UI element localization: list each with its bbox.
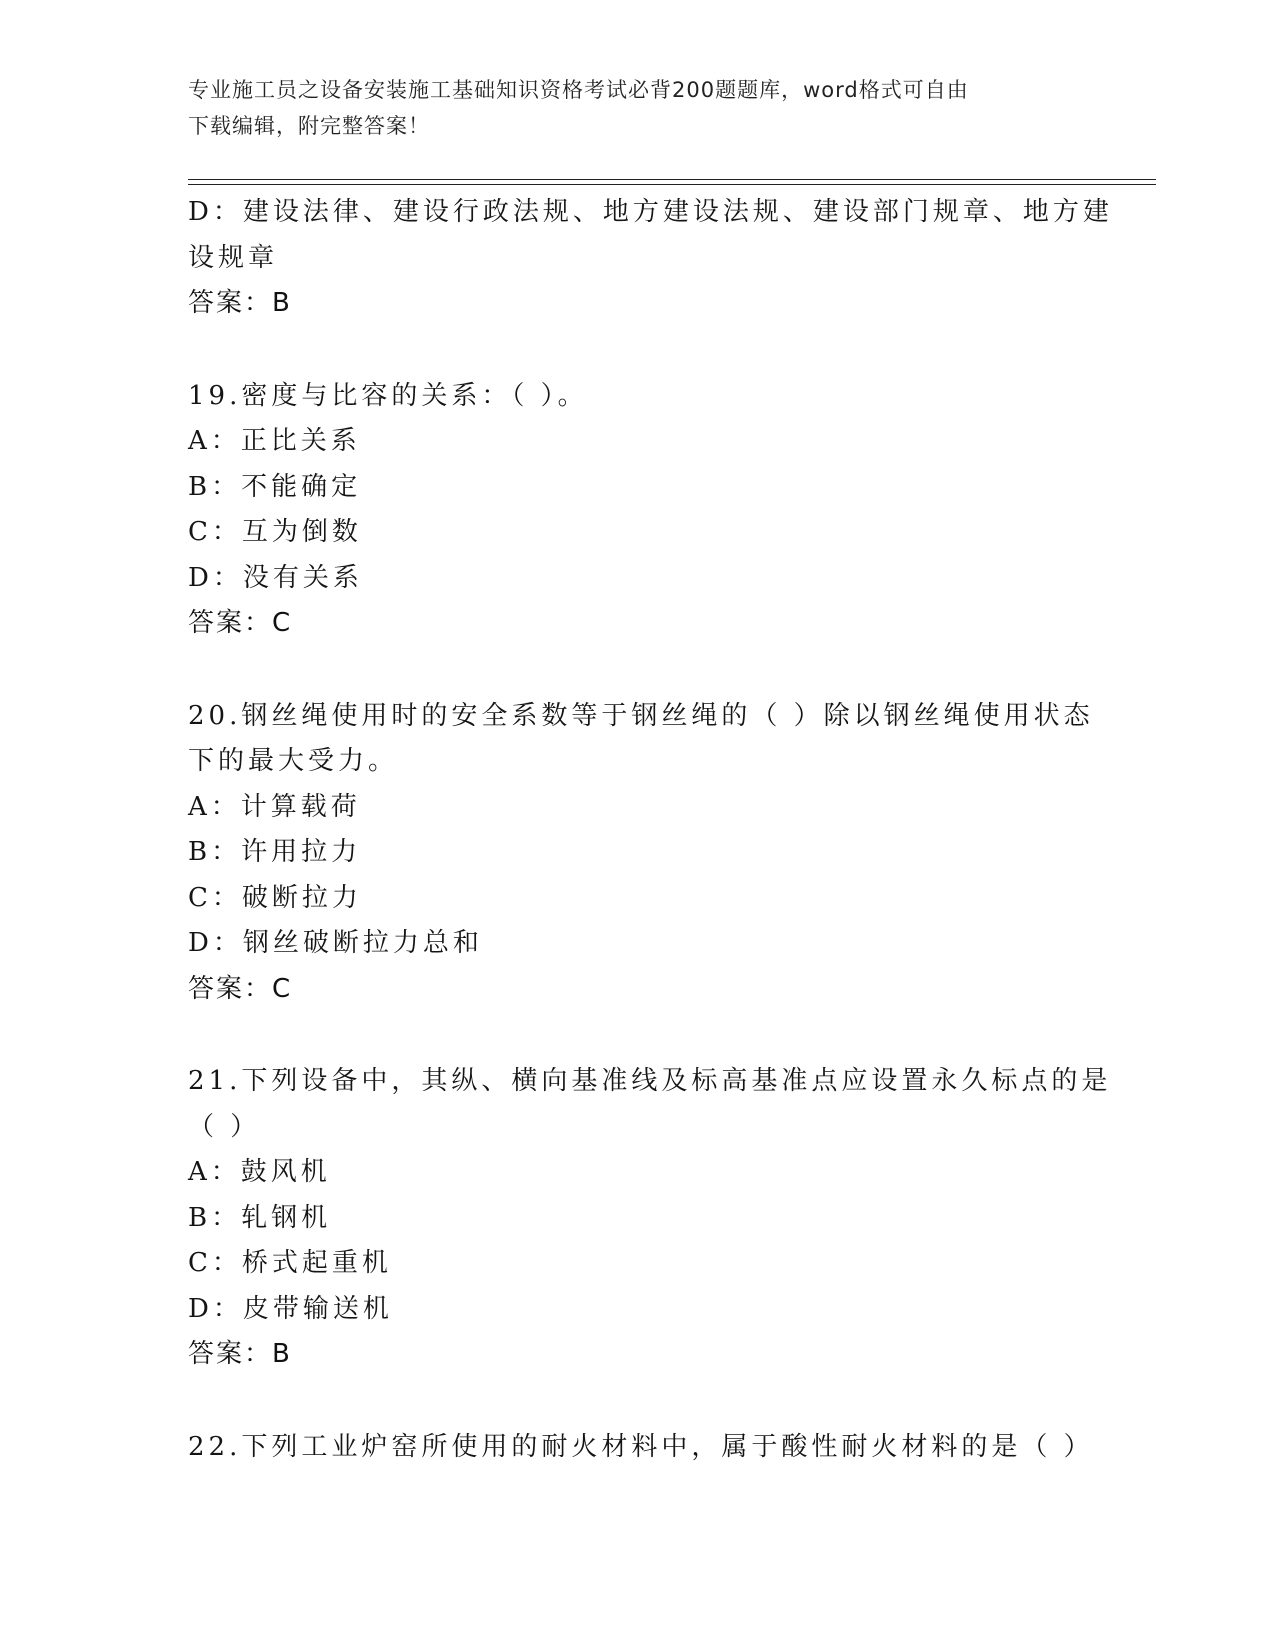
option-b: B：不能确定: [188, 471, 362, 502]
question-21: [188, 1059, 1112, 1378]
answer-line: 答案：B: [188, 288, 292, 318]
answer-line: 答案：C: [188, 973, 293, 1004]
option-d: D：钢丝破断拉力总和: [188, 928, 483, 958]
option-a: A：正比关系: [188, 426, 361, 456]
option-c: C：破断拉力: [188, 882, 362, 913]
option-d: D：皮带输送机: [188, 1293, 393, 1324]
option-a: A：鼓风机: [188, 1157, 331, 1187]
answer-line: 答案：B: [188, 1339, 292, 1369]
header-divider-top: [188, 179, 1156, 180]
option-b: B：轧钢机: [188, 1202, 332, 1233]
option-c: C：互为倒数: [188, 517, 362, 547]
question-20: [188, 694, 1094, 1013]
answer-line: 答案：C: [188, 608, 293, 638]
question-stem-line-1: 20.钢丝绳使用时的安全系数等于钢丝绳的（ ）除以钢丝绳使用状态: [188, 700, 1094, 731]
option-d: D：没有关系: [188, 562, 363, 593]
option-b: B：许用拉力: [188, 837, 362, 867]
document-header: [188, 72, 1068, 144]
question-stem: 22.下列工业炉窑所使用的耐火材料中，属于酸性耐火材料的是（ ）: [188, 1431, 1094, 1462]
header-line-1: 专业施工员之设备安装施工基础知识资格考试必背200题题库，word格式可自由: [188, 78, 969, 102]
question-18-fragment: [188, 190, 1113, 327]
question-22: [188, 1425, 1094, 1471]
option-a: A：计算载荷: [188, 791, 361, 822]
header-divider-bottom: [188, 184, 1156, 185]
question-stem-line-2: 下的最大受力。: [188, 746, 399, 776]
question-content: [188, 190, 1113, 1470]
question-stem: 19.密度与比容的关系：（ ）。: [188, 380, 588, 411]
header-line-2: 下载编辑，附完整答案！: [188, 114, 430, 138]
option-d-line-2: 设规章: [188, 242, 279, 273]
question-19: [188, 374, 1088, 647]
question-stem-line-2: （ ）: [188, 1111, 261, 1142]
option-c: C：桥式起重机: [188, 1248, 392, 1278]
question-stem-line-1: 21.下列设备中，其纵、横向基准线及标高基准点应设置永久标点的是: [188, 1066, 1112, 1096]
option-d-line-1: D：建设法律、建设行政法规、地方建设法规、建设部门规章、地方建: [188, 197, 1113, 227]
